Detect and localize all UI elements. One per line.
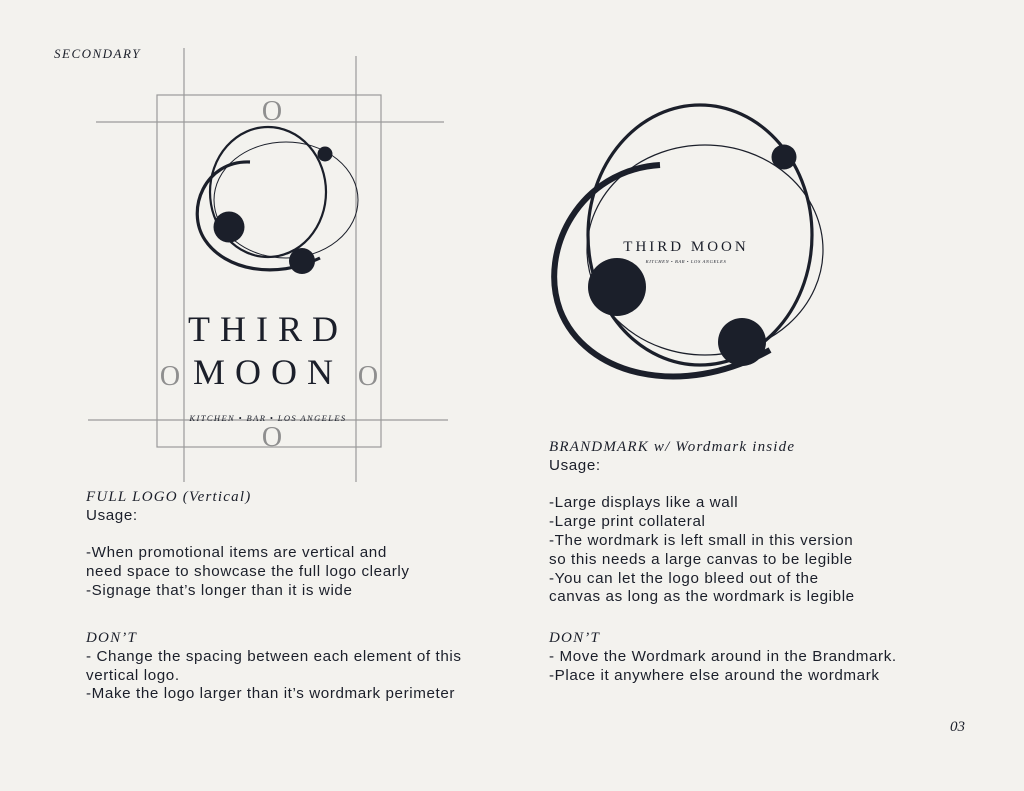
spacing-marker-right: O: [357, 361, 379, 392]
full-logo-dont-heading: DON’T: [86, 630, 138, 646]
spacing-markers: [160, 96, 378, 453]
page-number: 03: [950, 719, 965, 735]
spacing-marker-top: O: [261, 96, 283, 127]
brandmark-usage-item: -The wordmark is left small in this version: [549, 531, 854, 549]
brandmark-dont: [549, 629, 969, 685]
brandmark-heading: BRANDMARK w/ Wordmark inside: [549, 439, 796, 455]
vertical-logo: [0, 0, 470, 485]
brandmark-dont-item: - Move the Wordmark around in the Brandmark.: [549, 647, 897, 665]
brandmark-usage: [549, 438, 969, 607]
brandmark-usage-item: -Large print collateral: [549, 513, 706, 531]
brandmark-usage-item: so this needs a large canvas to be legible: [549, 550, 853, 568]
brandmark-usage-item: -Large displays like a wall: [549, 494, 739, 512]
moon-mark-icon: [197, 127, 358, 274]
brandmark-dont-heading: DON’T: [549, 630, 601, 646]
full-logo-dont: [86, 629, 526, 704]
full-logo-usage-item: -Signage that’s longer than it is wide: [86, 581, 353, 599]
vertical-logo-tagline: KITCHEN • BAR • LOS ANGELES: [189, 413, 347, 423]
spacing-marker-left: O: [159, 361, 181, 392]
spacing-marker-bottom: O: [261, 422, 283, 453]
brandmark-usage-label: Usage:: [549, 456, 601, 474]
brandmark-usage-item: canvas as long as the wordmark is legible: [549, 588, 855, 606]
vertical-logo-title-line1: THIRD: [188, 309, 348, 349]
full-logo-usage: [86, 488, 526, 601]
section-label: SECONDARY: [54, 46, 141, 61]
full-logo-heading: FULL LOGO (Vertical): [86, 489, 252, 505]
full-logo-usage-item: need space to showcase the full logo clearly: [86, 563, 410, 581]
full-logo-dont-item: -Make the logo larger than it’s wordmark perimeter: [86, 685, 456, 703]
vertical-logo-title-line2: MOON: [192, 352, 344, 392]
brandmark-dont-item: -Place it anywhere else around the wordmark: [549, 666, 880, 684]
brandmark-wordmark: THIRD MOON: [623, 239, 749, 255]
full-logo-usage-label: Usage:: [86, 506, 138, 524]
brandmark-orbits-icon: [554, 105, 823, 376]
brandmark-tagline: KITCHEN • BAR • LOS ANGELES: [645, 259, 727, 264]
full-logo-dont-item: vertical logo.: [86, 666, 180, 684]
full-logo-dont-item: - Change the spacing between each element of this: [86, 647, 462, 665]
brandmark-usage-item: -You can let the logo bleed out of the: [549, 569, 819, 587]
full-logo-usage-item: -When promotional items are vertical and: [86, 544, 387, 562]
